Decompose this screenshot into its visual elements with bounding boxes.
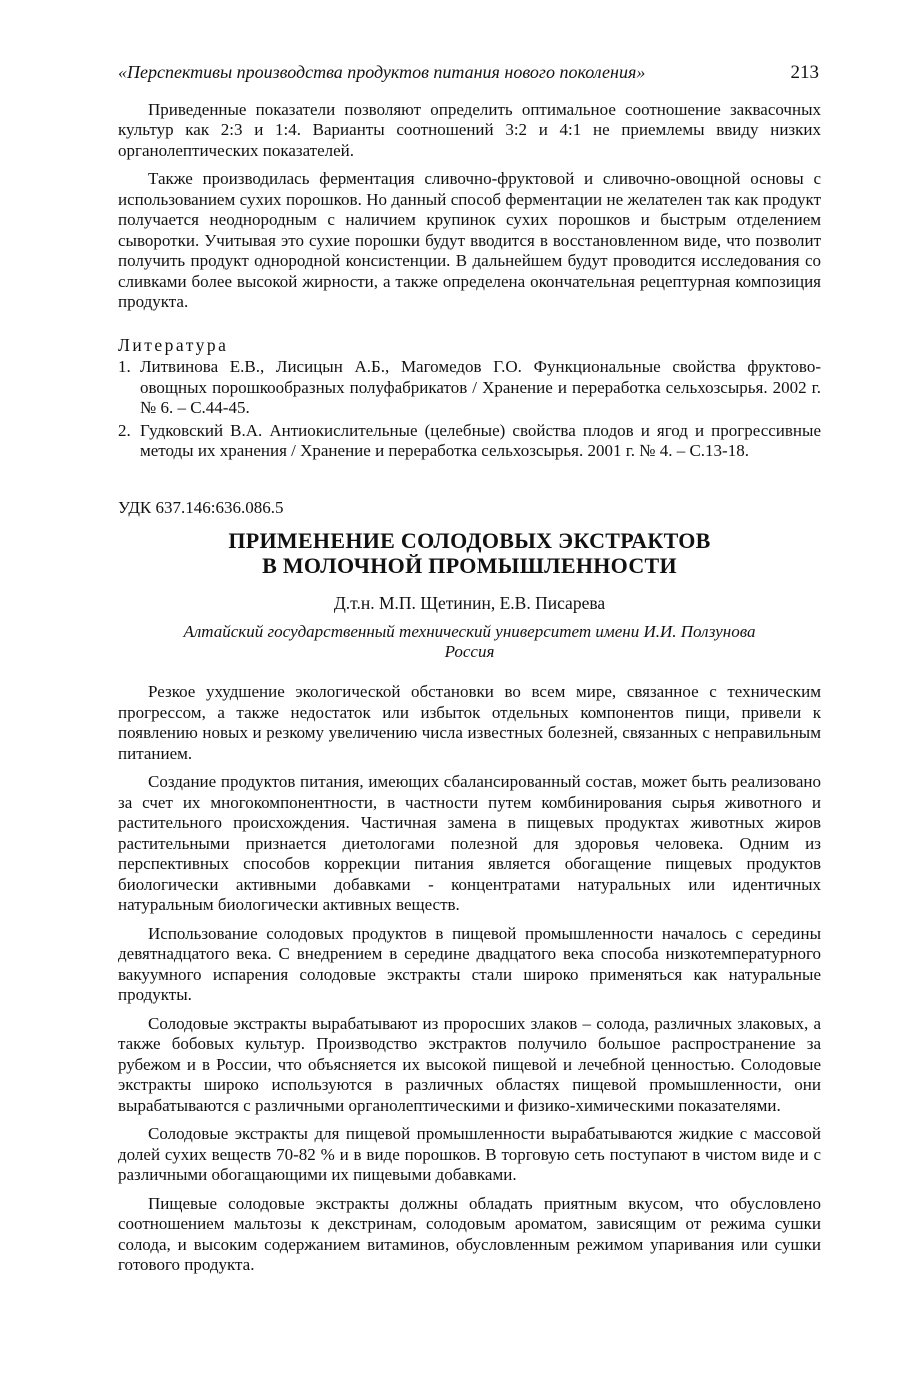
reference-list: [118, 357, 821, 462]
reference-number: 2.: [118, 420, 131, 440]
paragraph: Создание продуктов питания, имеющих сбалансированный состав, может быть реализовано за счет их многокомпонентности, в частности путем комбинирования сырья животного и растительного происхождения. Частичная замена в пищевых продуктах животных жиров растительными признается диетологами полезной для здоровья человека. Одним из перспективных способов коррекции питания является обогащение пищевых продуктов биологически активными добавками - концентратами натуральных или идентичных натуральным биологически активных веществ.: [118, 772, 821, 915]
paragraph: Также производилась ферментация сливочно-фруктовой и сливочно-овощной основы с использованием сухих порошков. Но данный способ ферментации не желателен так как продукт получается неоднородным с наличием крупинок сухих порошков и быстрым отделением сыворотки. Учитывая это сухие порошки будут вводится в восстановленном виде, что позволит получить продукт однородной консистенции. В дальнейшем будут проводится исследования со сливками более высокой жирности, а также определена окончательная рецептурная композиция продукта.: [118, 169, 821, 311]
paragraph: Приведенные показатели позволяют определить оптимальное соотношение заквасочных культур как 2:3 и 1:4. Варианты соотношений 3:2 и 4:1 не приемлемы ввиду низких органолептических показателей.: [118, 99, 821, 160]
article-title-line: В МОЛОЧНОЙ ПРОМЫШЛЕННОСТИ: [262, 553, 677, 578]
document-page: [118, 62, 821, 1276]
article: [118, 498, 821, 1276]
previous-article-ending: [118, 100, 821, 462]
paragraph: Солодовые экстракты вырабатывают из проросших злаков – солода, различных злаковых, а также бобовых культур. Производство экстрактов получило большое распространение за рубежом и в России, что объясняется их высокой пищевой и лечебной ценностью. Солодовые экстракты широко используются в различных областях пищевой промышленности, они вырабатываются с различными органолептическими и физико-химическими показателями.: [118, 1013, 821, 1115]
page-number: 213: [790, 62, 819, 83]
reference-item: [118, 357, 821, 419]
article-title: [118, 528, 821, 578]
paragraph: Использование солодовых продуктов в пищевой промышленности началось с середины девятнадцатого века. С внедрением в середине двадцатого века способа низкотемпературного вакуумного испарения солодовые экстракты стали широко применяться как натуральные продукты.: [118, 923, 821, 1005]
affiliation-institution: Алтайский государственный технический университет имени И.И. Ползунова: [183, 622, 756, 642]
reference-number: 1.: [118, 357, 131, 376]
affiliation-country: Россия: [444, 642, 495, 662]
journal-title: «Перспективы производства продуктов питания нового поколения»: [118, 62, 646, 82]
reference-text: Литвинова Е.В., Лисицын А.Б., Магомедов Г.О. Функциональные свойства фруктово-овощных порошкообразных полуфабрикатов / Хранение и переработка сельхозсырья. 2002 г. № 6. – С.44-45.: [140, 357, 821, 417]
authors: Д.т.н. М.П. Щетинин, Е.В. Писарева: [333, 592, 606, 613]
literature-heading: Литература: [118, 334, 229, 355]
udk-code: УДК 637.146:636.086.5: [118, 497, 284, 517]
paragraph: Резкое ухудшение экологической обстановки во всем мире, связанное с техническим прогрессом, а также недостаток или избыток отдельных компонентов пищи, привели к появлению новых и резкому увеличению числа известных болезней, связанных с неправильным питанием.: [118, 682, 821, 763]
paragraph: Солодовые экстракты для пищевой промышленности вырабатываются жидкие с массовой долей сухих веществ 70-82 % и в виде порошков. В торговую сеть поступают в чистом виде и с различными обогащающими их пищевыми добавками.: [118, 1124, 821, 1185]
paragraph: Пищевые солодовые экстракты должны обладать приятным вкусом, что обусловлено соотношением мальтозы к декстринам, солодовым ароматом, зависящим от режима сушки солода, и высоким содержанием витаминов, обусловленным режимом упаривания или сушки готового продукта.: [118, 1193, 821, 1275]
article-title-line: ПРИМЕНЕНИЕ СОЛОДОВЫХ ЭКСТРАКТОВ: [228, 528, 711, 553]
reference-item: [118, 421, 821, 462]
affiliation: [118, 622, 821, 662]
running-header: [118, 62, 821, 84]
reference-text: Гудковский В.А. Антиокислительные (целебные) свойства плодов и ягод и прогрессивные методы их хранения / Хранение и переработка сельхозсырья. 2001 г. № 4. – С.13-18.: [140, 420, 821, 460]
article-body: [118, 682, 821, 1276]
